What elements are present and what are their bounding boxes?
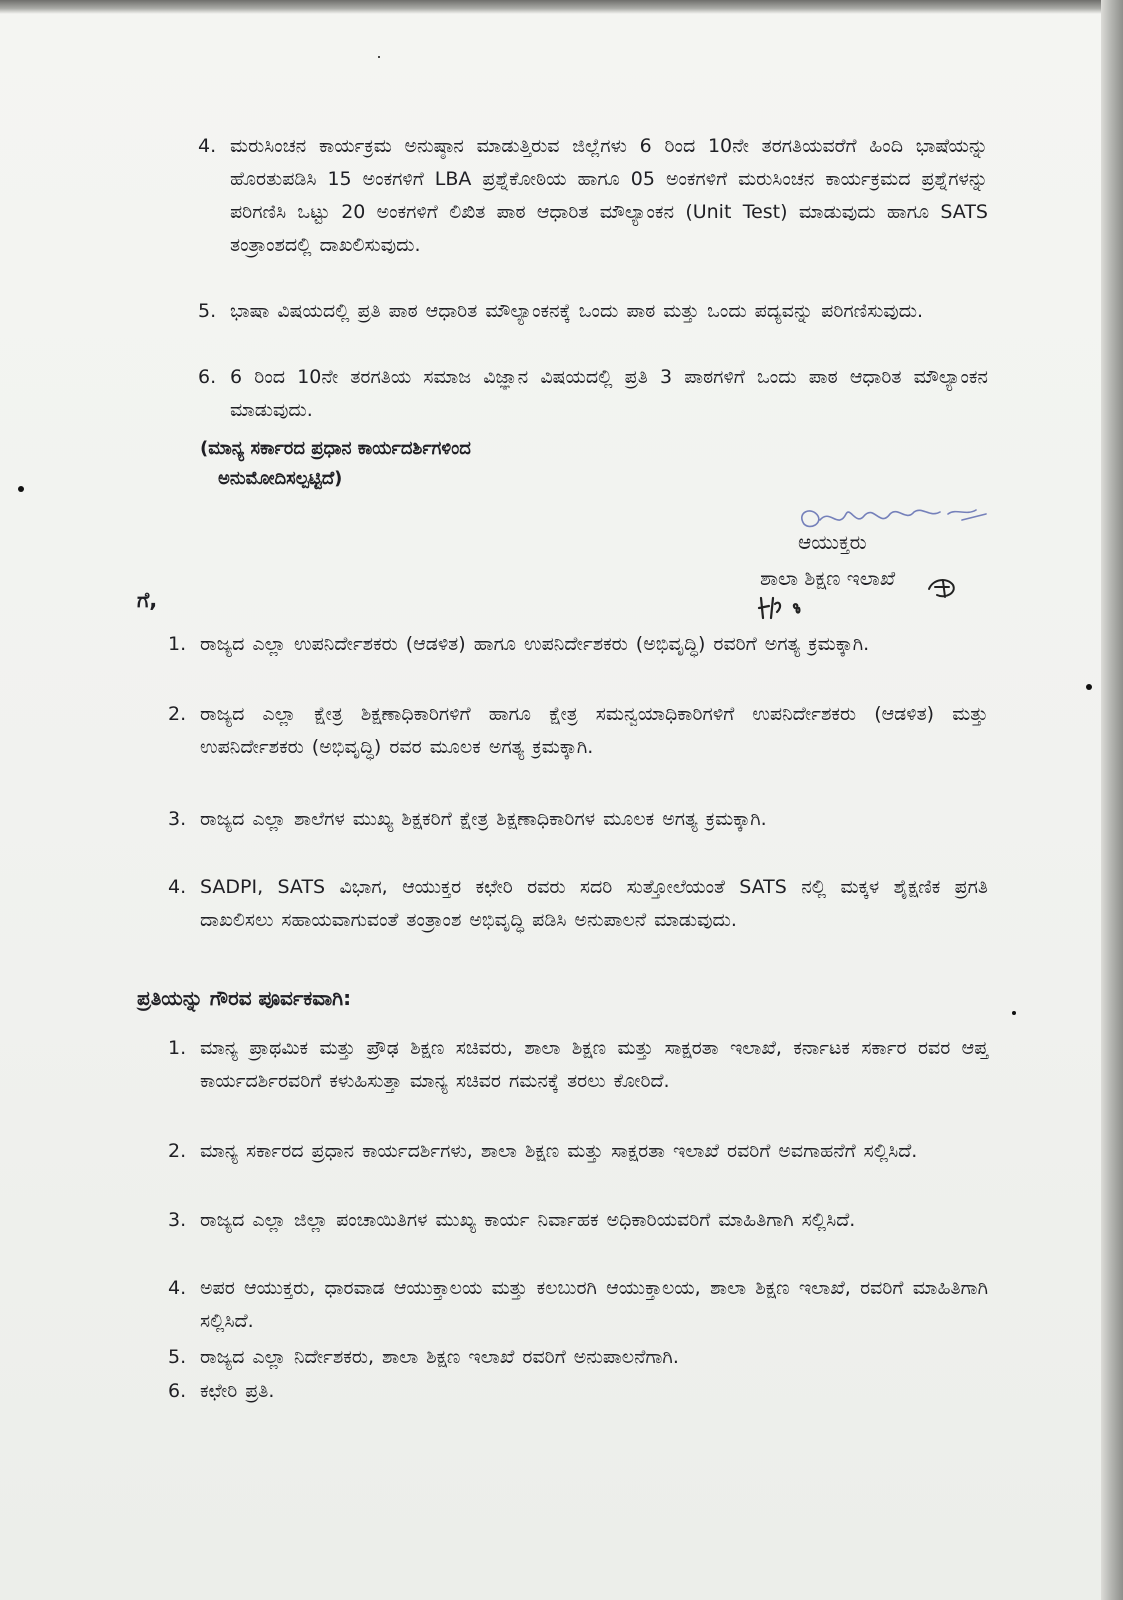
item-number: 6. — [168, 1380, 187, 1402]
item-number: 3. — [168, 1209, 187, 1231]
scan-right-edge — [1101, 0, 1123, 1600]
copy-item — [168, 1204, 988, 1237]
recipient-item — [168, 698, 988, 764]
approval-line-1: (ಮಾನ್ಯ ಸರ್ಕಾರದ ಪ್ರಧಾನ ಕಾರ್ಯದರ್ಶಿಗಳಿಂದ — [200, 438, 471, 459]
point-number: 4. — [198, 135, 217, 157]
copy-item — [168, 1375, 988, 1408]
handwritten-initials — [755, 592, 815, 622]
item-text: ರಾಜ್ಯದ ಎಲ್ಲಾ ಕ್ಷೇತ್ರ ಶಿಕ್ಷಣಾಧಿಕಾರಿಗಳಿಗೆ ಹಾಗೂ ಕ್ಷೇತ್ರ ಸಮನ್ವಯಾಧಿಕಾರಿಗಳಿಗೆ ಉಪನಿರ್ದೇಶಕರು (ಆಡಳಿತ) ಮತ್ತು ಉಪನಿರ್ದೇಶಕರು (ಅಭಿವೃದ್ಧಿ) ರವರ ಮೂಲಕ ಅಗತ್ಯ ಕ್ರಮಕ್ಕಾಗಿ. — [200, 703, 988, 758]
scan-speck — [378, 56, 380, 58]
item-number: 4. — [168, 876, 187, 898]
to-heading: ಗೆ, — [137, 588, 158, 612]
recipient-item — [168, 871, 988, 937]
instruction-point — [198, 130, 988, 262]
recipient-item — [168, 803, 988, 836]
item-number: 1. — [168, 633, 187, 655]
item-number: 5. — [168, 1346, 187, 1368]
point-text: ಮರುಸಿಂಚನ ಕಾರ್ಯಕ್ರಮ ಅನುಷ್ಠಾನ ಮಾಡುತ್ತಿರುವ ಜಿಲ್ಲೆಗಳು 6 ರಿಂದ 10ನೇ ತರಗತಿಯವರೆಗೆ ಹಿಂದಿ ಭಾಷೆಯನ್ನು ಹೊರತುಪಡಿಸಿ 15 ಅಂಕಗಳಿಗೆ LBA ಪ್ರಶ್ನೆಕೋಠಿಯ ಹಾಗೂ 05 ಅಂಕಗಳಿಗೆ ಮರುಸಿಂಚನ ಕಾರ್ಯಕ್ರಮದ ಪ್ರಶ್ನೆಗಳನ್ನು ಪರಿಗಣಿಸಿ ಒಟ್ಟು 20 ಅಂಕಗಳಿಗೆ ಲಿಖಿತ ಪಾಠ ಆಧಾರಿತ ಮೌಲ್ಯಾಂಕನ (Unit Test) ಮಾಡುವುದು ಹಾಗೂ SATS ತಂತ್ರಾಂಶದಲ್ಲಿ ದಾಖಲಿಸುವುದು. — [230, 135, 988, 256]
signatory-department: ಶಾಲಾ ಶಿಕ್ಷಣ ಇಲಾಖೆ — [760, 566, 896, 590]
item-text: ಮಾನ್ಯ ಪ್ರಾಥಮಿಕ ಮತ್ತು ಪ್ರೌಢ ಶಿಕ್ಷಣ ಸಚಿವರು, ಶಾಲಾ ಶಿಕ್ಷಣ ಮತ್ತು ಸಾಕ್ಷರತಾ ಇಲಾಖೆ, ಕರ್ನಾಟಕ ಸರ್ಕಾರ ರವರ ಆಪ್ತ ಕಾರ್ಯದರ್ಶಿರವರಿಗೆ ಕಳುಹಿಸುತ್ತಾ ಮಾನ್ಯ ಸಚಿವರ ಗಮನಕ್ಕೆ ತರಲು ಕೋರಿದೆ. — [200, 1037, 988, 1092]
scan-top-edge — [0, 0, 1123, 14]
point-text: 6 ರಿಂದ 10ನೇ ತರಗತಿಯ ಸಮಾಜ ವಿಜ್ಞಾನ ವಿಷಯದಲ್ಲಿ ಪ್ರತಿ 3 ಪಾಠಗಳಿಗೆ ಒಂದು ಪಾಠ ಆಧಾರಿತ ಮೌಲ್ಯಾಂಕನ ಮಾಡುವುದು. — [230, 366, 988, 421]
approval-line-2: ಅನುಮೋದಿಸಲ್ಪಟ್ಟಿದೆ) — [218, 468, 343, 489]
item-text: ಅಪರ ಆಯುಕ್ತರು, ಧಾರವಾಡ ಆಯುಕ್ತಾಲಯ ಮತ್ತು ಕಲಬುರಗಿ ಆಯುಕ್ತಾಲಯ, ಶಾಲಾ ಶಿಕ್ಷಣ ಇಲಾಖೆ, ರವರಿಗೆ ಮಾಹಿತಿಗಾಗಿ ಸಲ್ಲಿಸಿದೆ. — [200, 1277, 988, 1332]
handwritten-mark — [925, 575, 959, 603]
item-number: 1. — [168, 1037, 187, 1059]
item-number: 3. — [168, 808, 187, 830]
point-number: 6. — [198, 366, 217, 388]
copy-item — [168, 1272, 988, 1338]
item-text: SADPI, SATS ವಿಭಾಗ, ಆಯುಕ್ತರ ಕಛೇರಿ ರವರು ಸದರಿ ಸುತ್ತೋಲೆಯಂತೆ SATS ನಲ್ಲಿ ಮಕ್ಕಳ ಶೈಕ್ಷಣಿಕ ಪ್ರಗತಿ ದಾಖಲಿಸಲು ಸಹಾಯವಾಗುವಂತೆ ತಂತ್ರಾಂಶ ಅಭಿವೃದ್ಧಿ ಪಡಿಸಿ ಅನುಪಾಲನೆ ಮಾಡುವುದು. — [200, 876, 988, 931]
copy-item — [168, 1135, 988, 1168]
item-number: 4. — [168, 1277, 187, 1299]
signature-block — [760, 524, 895, 596]
item-text: ಕಛೇರಿ ಪ್ರತಿ. — [200, 1380, 275, 1402]
copy-item — [168, 1032, 988, 1098]
copy-item — [168, 1341, 988, 1374]
scan-speck — [1086, 684, 1092, 690]
item-text: ರಾಜ್ಯದ ಎಲ್ಲಾ ಶಾಲೆಗಳ ಮುಖ್ಯ ಶಿಕ್ಷಕರಿಗೆ ಕ್ಷೇತ್ರ ಶಿಕ್ಷಣಾಧಿಕಾರಿಗಳ ಮೂಲಕ ಅಗತ್ಯ ಕ್ರಮಕ್ಕಾಗಿ. — [200, 808, 767, 830]
point-text: ಭಾಷಾ ವಿಷಯದಲ್ಲಿ ಪ್ರತಿ ಪಾಠ ಆಧಾರಿತ ಮೌಲ್ಯಾಂಕನಕ್ಕೆ ಒಂದು ಪಾಠ ಮತ್ತು ಒಂದು ಪದ್ಯವನ್ನು ಪರಿಗಣಿಸುವುದು. — [230, 300, 924, 322]
signatory-title: ಆಯುಕ್ತರು — [798, 530, 867, 554]
point-number: 5. — [198, 300, 217, 322]
scan-speck — [1012, 1011, 1016, 1015]
recipient-item — [168, 628, 988, 661]
instruction-point — [198, 295, 988, 328]
scan-speck — [18, 486, 24, 492]
item-text: ರಾಜ್ಯದ ಎಲ್ಲಾ ಉಪನಿರ್ದೇಶಕರು (ಆಡಳಿತ) ಹಾಗೂ ಉಪನಿರ್ದೇಶಕರು (ಅಭಿವೃದ್ಧಿ) ರವರಿಗೆ ಅಗತ್ಯ ಕ್ರಮಕ್ಕಾಗಿ. — [200, 633, 870, 655]
item-number: 2. — [168, 1140, 187, 1162]
copy-heading: ಪ್ರತಿಯನ್ನು ಗೌರವ ಪೂರ್ವಕವಾಗಿ: — [137, 986, 352, 1010]
instruction-point — [198, 361, 988, 427]
item-text: ರಾಜ್ಯದ ಎಲ್ಲಾ ನಿರ್ದೇಶಕರು, ಶಾಲಾ ಶಿಕ್ಷಣ ಇಲಾಖೆ ರವರಿಗೆ ಅನುಪಾಲನೆಗಾಗಿ. — [200, 1346, 679, 1368]
item-text: ಮಾನ್ಯ ಸರ್ಕಾರದ ಪ್ರಧಾನ ಕಾರ್ಯದರ್ಶಿಗಳು, ಶಾಲಾ ಶಿಕ್ಷಣ ಮತ್ತು ಸಾಕ್ಷರತಾ ಇಲಾಖೆ ರವರಿಗೆ ಅವಗಾಹನೆಗೆ ಸಲ್ಲಿಸಿದೆ. — [200, 1140, 918, 1162]
item-number: 2. — [168, 703, 187, 725]
approval-note — [200, 434, 471, 494]
item-text: ರಾಜ್ಯದ ಎಲ್ಲಾ ಜಿಲ್ಲಾ ಪಂಚಾಯಿತಿಗಳ ಮುಖ್ಯ ಕಾರ್ಯ ನಿರ್ವಾಹಕ ಅಧಿಕಾರಿಯವರಿಗೆ ಮಾಹಿತಿಗಾಗಿ ಸಲ್ಲಿಸಿದೆ. — [200, 1209, 856, 1231]
